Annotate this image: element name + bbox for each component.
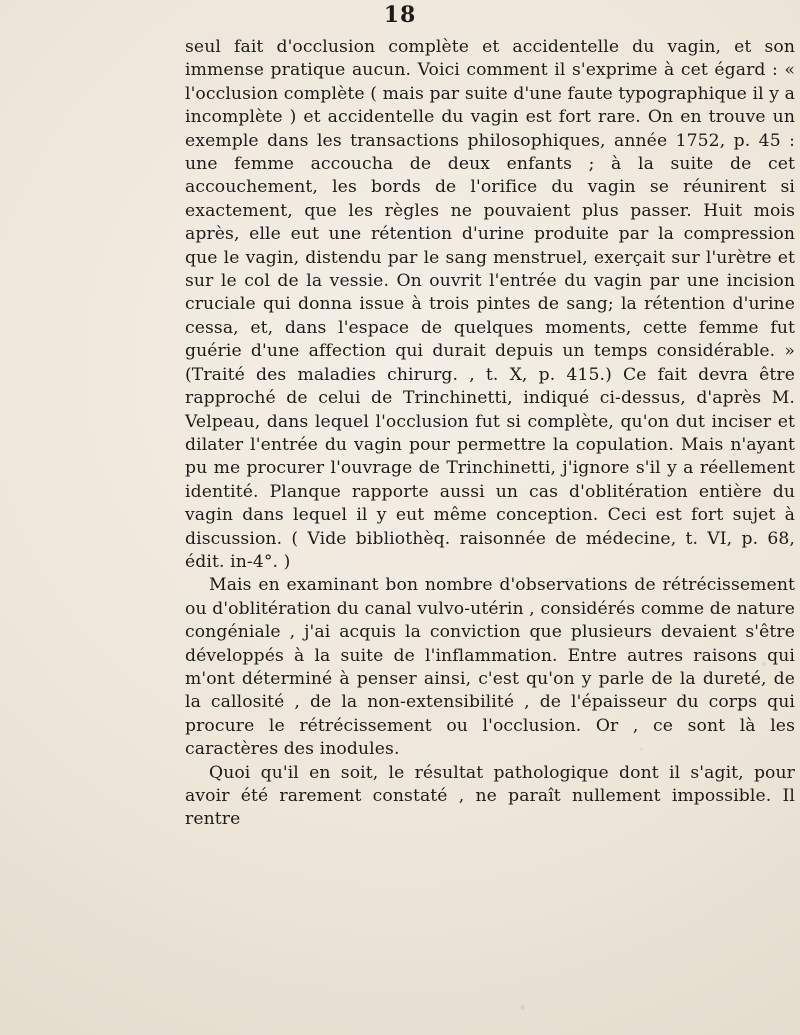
paragraph-3: Quoi qu'il en soit, le résultat pathologique dont il s'agit, pour avoir été rarement constaté , ne paraît nullement impossible. Il rentre (185, 762, 795, 830)
paper-spot (520, 1005, 525, 1010)
page-number: 18 (383, 2, 417, 28)
body-text (185, 36, 795, 832)
paragraph-2: Mais en examinant bon nombre d'observations de rétrécissement ou d'oblitération du canal vulvo-utérin , considérés comme de nature congéniale , j'ai acquis la conviction que plusieurs devaient s'être développés à la suite de l'inflammation. Entre autres raisons qui m'ont déterminé à penser ainsi, c'est qu'on y parle de la dureté, de la callosité , de la non-extensibilité , de l'épaisseur du corps qui procure le rétrécissement ou l'occlusion. Or , ce sont là les caractères des inodules. (185, 575, 795, 760)
paragraph-1: seul fait d'occlusion complète et accidentelle du vagin, et son immense pratique aucun. Voici comment il s'exprime à cet égard : « l'occlusion complète ( mais par suite d'une faute typographique il y a incomplète ) et accidentelle du vagin est fort rare. On en trouve un exemple dans les transactions philosophiques, année 1752, p. 45 : une femme accoucha de deux enfants ; à la suite de cet accouchement, les bords de l'orifice du vagin se réunirent si exactement, que les règles ne pouvaient plus passer. Huit mois après, elle eut une rétention d'urine produite par la compression que le vagin, distendu par le sang menstruel, exerçait sur l'urètre et sur le col de la vessie. On ouvrit l'entrée du vagin par une incision cruciale qui donna issue à trois pintes de sang; la rétention d'urine cessa, et, dans l'espace de quelques moments, cette femme fut guérie d'une affection qui durait depuis un temps considérable. » (Traité des maladies chirurg. , t. X, p. 415.) Ce fait devra être rapproché de celui de Trinchinetti, indiqué ci-dessus, d'après M. Velpeau, dans lequel l'occlusion fut si complète, qu'on dut inciser et dilater l'entrée du vagin pour permettre la copulation. Mais n'ayant pu me procurer l'ouvrage de Trinchinetti, j'ignore s'il y a réellement identité. Planque rapporte aussi un cas d'oblitération entière du vagin dans lequel il y eut même conception. Ceci est fort sujet à discussion. ( Vide bibliothèq. raisonnée de médecine, t. VI, p. 68, édit. in-4°. ) (185, 37, 795, 572)
